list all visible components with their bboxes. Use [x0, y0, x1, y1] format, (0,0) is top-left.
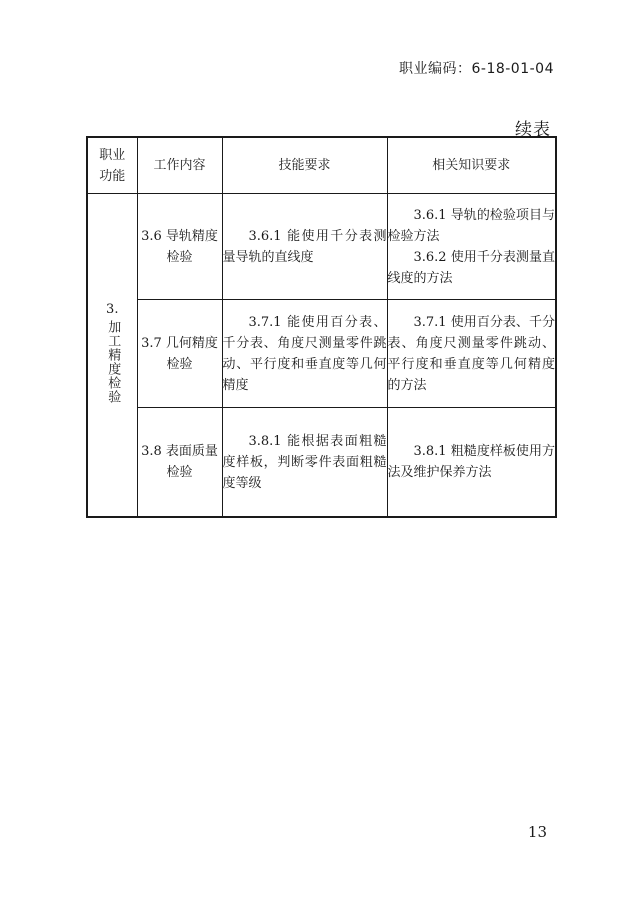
work-content-cell: 3.6 导轨精度检验	[137, 194, 222, 300]
skill-item: 3.8.1 能根据表面粗糙度样板，判断零件表面粗糙度等级	[222, 433, 387, 491]
table-row	[87, 408, 556, 518]
skill-requirements-table	[86, 136, 557, 518]
skill-cell	[222, 300, 387, 408]
page-number: 13	[527, 823, 547, 841]
table-row	[87, 300, 556, 408]
continued-label: 续表	[515, 120, 551, 140]
knowledge-cell	[387, 408, 556, 518]
header-knowledge-requirements: 相关知识要求	[387, 137, 556, 194]
knowledge-cell	[387, 194, 556, 300]
header-skill-requirements: 技能要求	[222, 137, 387, 194]
work-content-cell: 3.7 几何精度检验	[137, 300, 222, 408]
function-number: 3.	[106, 301, 119, 317]
table-header-row	[87, 137, 556, 194]
table-row	[87, 194, 556, 300]
knowledge-item: 3.6.2 使用千分表测量直线度的方法	[387, 249, 555, 286]
skill-item: 3.7.1 能使用百分表、千分表、角度尺测量零件跳动、平行度和垂直度等几何精度	[222, 314, 387, 393]
skill-cell	[222, 408, 387, 518]
function-cell	[87, 194, 137, 518]
occupation-code: 职业编码：6-18-01-04	[398, 61, 554, 77]
header-work-content: 工作内容	[137, 137, 222, 194]
work-content-cell: 3.8 表面质量检验	[137, 408, 222, 518]
header-function: 职业 功能	[87, 137, 137, 194]
skill-item: 3.6.1 能使用千分表测量导轨的直线度	[222, 228, 387, 265]
knowledge-item: 3.7.1 使用百分表、千分表、角度尺测量零件跳动、平行度和垂直度等几何精度的方法	[387, 314, 555, 393]
knowledge-item: 3.6.1 导轨的检验项目与检验方法	[387, 207, 555, 244]
skill-cell	[222, 194, 387, 300]
knowledge-item: 3.8.1 粗糙度样板使用方法及维护保养方法	[387, 444, 555, 480]
function-name: 加工精度检验	[105, 319, 121, 404]
knowledge-cell	[387, 300, 556, 408]
